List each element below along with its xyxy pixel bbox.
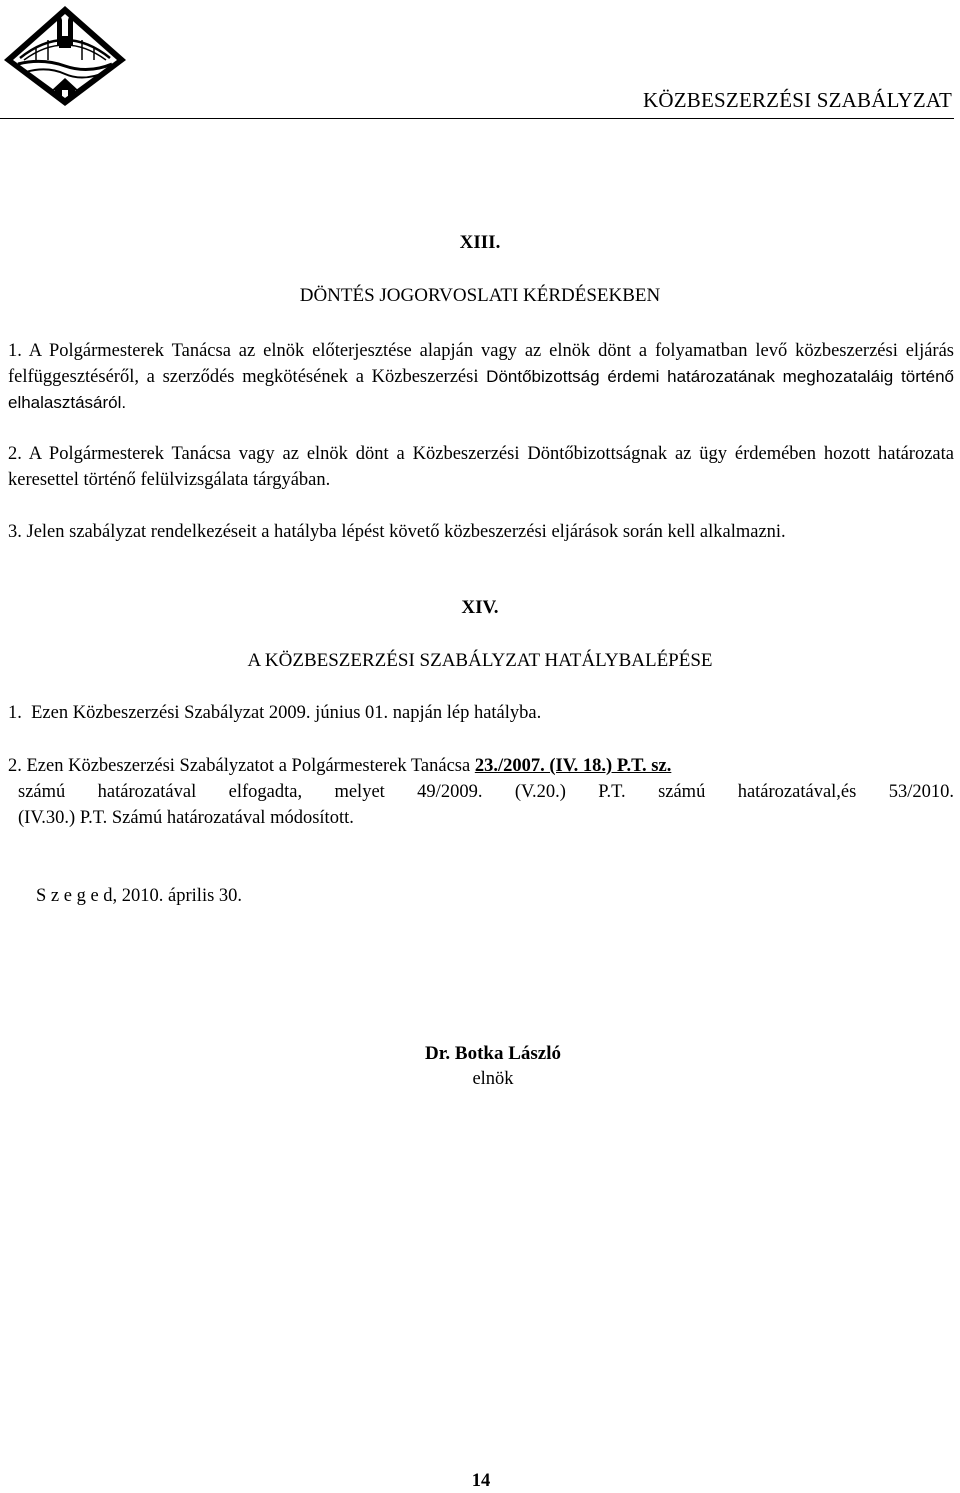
- header-divider: [0, 118, 954, 119]
- adoption-line2-text: számú határozatával elfogadta, melyet 49/2009. (V.20.) P.T. számú határozatával,és 53/2010.: [18, 782, 954, 802]
- section-title: A KÖZBESZERZÉSI SZABÁLYZAT HATÁLYBALÉPÉSE: [247, 650, 713, 671]
- place-date: S z e g e d, 2010. április 30.: [36, 886, 243, 906]
- adoption-text: 2. Ezen Közbeszerzési Szabályzatot a Polgármesterek Tanácsa: [8, 756, 475, 776]
- paragraph-1-text: 1. A Polgármesterek Tanácsa az elnök előterjesztése alapján vagy az elnök dönt a folyamatban levő közbeszerzési eljárás felfüggesztéséről, a szerződés megkötésének a Közbeszerzési: [8, 341, 954, 387]
- section-number: XIV.: [461, 597, 499, 618]
- city-emblem-icon: [2, 4, 128, 108]
- paragraph-3: 3. Jelen szabályzat rendelkezéseit a hatályba lépést követő közbeszerzési eljárások során kell alkalmazni.: [8, 522, 786, 542]
- paragraph-adoption-line2: [18, 782, 954, 803]
- paragraph-adoption: [8, 756, 671, 777]
- signatory-name: Dr. Botka László: [424, 1043, 561, 1064]
- document-header-title: KÖZBESZERZÉSI SZABÁLYZAT: [643, 88, 952, 112]
- signatory-role: elnök: [472, 1069, 514, 1089]
- paragraph-1-continuation: Döntőbizottság érdemi határozatának meghozataláig történő elhalasztásáról.: [8, 367, 954, 412]
- page-number: 14: [471, 1471, 491, 1491]
- paragraph-adoption-line3: (IV.30.) P.T. Számú határozatával módosított.: [18, 808, 354, 828]
- paragraph-1: [8, 338, 954, 416]
- paragraph-2: 2. A Polgármesterek Tanácsa vagy az elnök dönt a Közbeszerzési Döntőbizottságnak az ügy érdemében hozott határozata keresettel történő felülvizsgálata tárgyában.: [8, 444, 954, 490]
- resolution-reference: 23./2007. (IV. 18.) P.T. sz.: [474, 756, 672, 776]
- paragraph-effective-date: 1. Ezen Közbeszerzési Szabályzat 2009. június 01. napján lép hatályba.: [8, 703, 542, 723]
- section-title: DÖNTÉS JOGORVOSLATI KÉRDÉSEKBEN: [299, 285, 661, 306]
- section-number: XIII.: [459, 232, 501, 253]
